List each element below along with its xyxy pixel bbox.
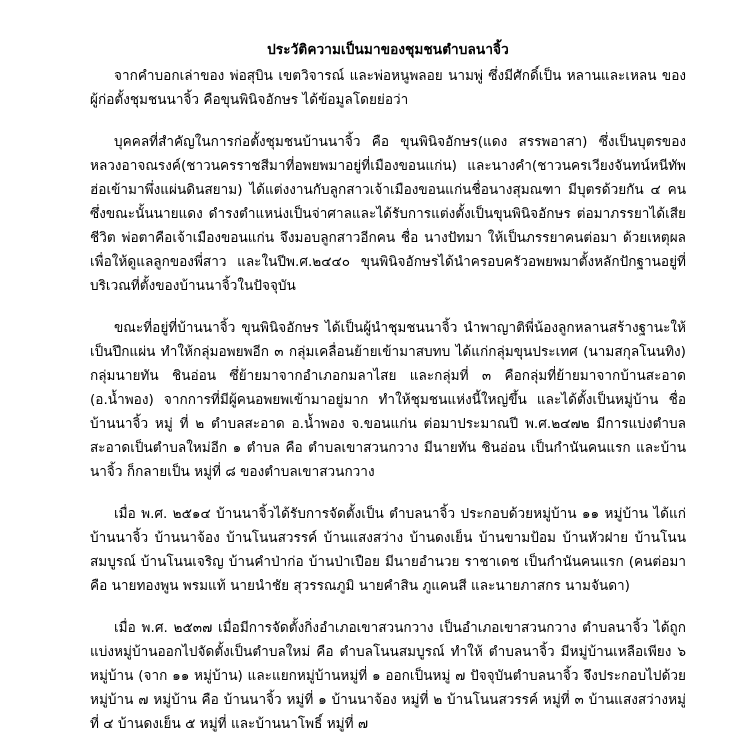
paragraph-settlement: ขณะที่อยู่ที่บ้านนาจิ้ว ขุนพินิจอักษร ได้เป็นผู้นำชุมชนนาจิ้ว นำพาญาติพี่น้องลูกหลานสร้างฐานะให้เป็นปึกแผ่น ทำให้กลุ่มอพยพอีก ๓ กลุ่มเคลื่อนย้ายเข้ามาสบทบ ได้แก่กลุ่มขุนประเทศ (นามสกุลโนนทิง) กลุ่มนายทัน ชินอ่อน ซึ่ย้ายมาจากอำเภอกมลาไสย และกลุ่มที่ ๓ คือกลุ่มที่ย้ายมาจากบ้านสะอาด (อ.น้ำพอง) จากการที่มีผู้คนอพยพเข้ามาอยู่มาก ทำให้ชุมชนแห่งนี้ใหญ่ขึ้น และได้ตั้งเป็นหมู่บ้าน ชื่อบ้านนาจิ้ว หมู่ ที่ ๒ ตำบลสะอาด อ.น้ำพอง จ.ขอนแก่น ต่อมาประมาณปี พ.ศ.๒๔๗๒ มีการแบ่งตำบลสะอาดเป็นตำบลใหม่อีก ๑ ตำบล คือ ตำบลเขาสวนกวาง มีนายทัน ชินอ่อน เป็นกำนันคนแรก และบ้านนาจิ้ว ก็กลายเป็น หมู่ที่ ๘ ของตำบลเขาสวนกวาง [90, 320, 686, 480]
paragraph-founder: บุคคลที่สำคัญในการก่อตั้งชุมชนบ้านนาจิ้ว คือ ขุนพินิจอักษร(แดง สรรพอาสา) ซึ่งเป็นบุตรของหลวงอาจณรงค์(ชาวนครราชสีมาที่อพยพมาอยู่ที่เมืองขอนแก่น) และนางคำ(ชาวนครเวียงจันทน์หนีทัพฮ่อเข้ามาพึ่งแผ่นดินสยาม) ได้แต่งงานกับลูกสาวเจ้าเมืองขอนแก่นชื่อนางสุมณฑา มีบุตรด้วยกัน ๔ คน ซึ่งขณะนั้นนายแดง ดำรงตำแหน่งเป็นจ่าศาลและได้รับการแต่งตั้งเป็นขุนพินิจอักษร ต่อมาภรรยาได้เสียชีวิต พ่อตาคือเจ้าเมืองขอนแก่น จึงมอบลูกสาวอีกคน ชื่อ นางปัทมา ให้เป็นภรรยาคนต่อมา ด้วยเหตุผลเพื่อให้ดูแลลูกของพี่สาว และในปีพ.ศ.๒๔๔๐ ขุนพินิจอักษรได้นำครอบครัวอพยพมาตั้งหลักปักฐานอยู่ที่บริเวณที่ตั้งของบ้านนาจิ้วในปัจจุบัน [90, 134, 686, 294]
paragraph-subdistrict-1971: เมื่อ พ.ศ. ๒๕๑๔ บ้านนาจิ้วได้รับการจัดตั้งเป็น ตำบลนาจิ้ว ประกอบด้วยหมู่บ้าน ๑๑ หมู่บ้าน ได้แก่ บ้านนาจิ้ว บ้านนาจ้อง บ้านโนนสวรรค์ บ้านแสงสว่าง บ้านดงเย็น บ้านขามป้อม บ้านหัวฝาย บ้านโนนสมบูรณ์ บ้านโนนเจริญ บ้านคำป่าก่อ บ้านป่าเปือย มีนายอำนวย ราชาเดช เป็นกำนันคนแรก (คนต่อมา คือ นายทองพูน พรมแท้ นายนำชัย สุวรรณภูมิ นายคำสิน ภูแคนสี และนายภาสกร นามจันดา) [90, 506, 686, 594]
document-title: ประวัติความเป็นมาของชุมชนตำบลนาจิ้ว [267, 42, 509, 58]
paragraph-intro: จากคำบอกเล่าของ พ่อสุบิน เขตวิจารณ์ และพ่อหนูพลอย นามพู่ ซึ่งมีศักดิ์เป็น หลานและเหลน ของผู้ก่อตั้งชุมชนนาจิ้ว คือขุนพินิจอักษร ได้ข้อมูลโดยย่อว่า [90, 68, 686, 108]
paragraph-district-1994: เมื่อ พ.ศ. ๒๕๓๗ เมื่อมีการจัดตั้งกิ่งอำเภอเขาสวนกวาง เป็นอำเภอเขาสวนกวาง ตำบลนาจิ้ว ได้ถูกแบ่งหมู่บ้านออกไปจัดตั้งเป็นตำบลใหม่ คือ ตำบลโนนสมบูรณ์ ทำให้ ตำบลนาจิ้ว มีหมู่บ้านเหลือเพียง ๖ หมู่บ้าน (จาก ๑๑ หมู่บ้าน) และแยกหมู่บ้านหมู่ที่ ๑ ออกเป็นหมู่ ๗ ปัจจุบันตำบลนาจิ้ว จึงประกอบไปด้วยหมู่บ้าน ๗ หมู่บ้าน คือ บ้านนาจิ้ว หมู่ที่ ๑ บ้านนาจ้อง หมู่ที่ ๒ บ้านโนนสวรรค์ หมู่ที่ ๓ บ้านแสงสว่างหมู่ที่ ๔ บ้านดงเย็น ๕ หมู่ที่ และบ้านนาโพธิ์ หมู่ที่ ๗ [90, 620, 686, 732]
